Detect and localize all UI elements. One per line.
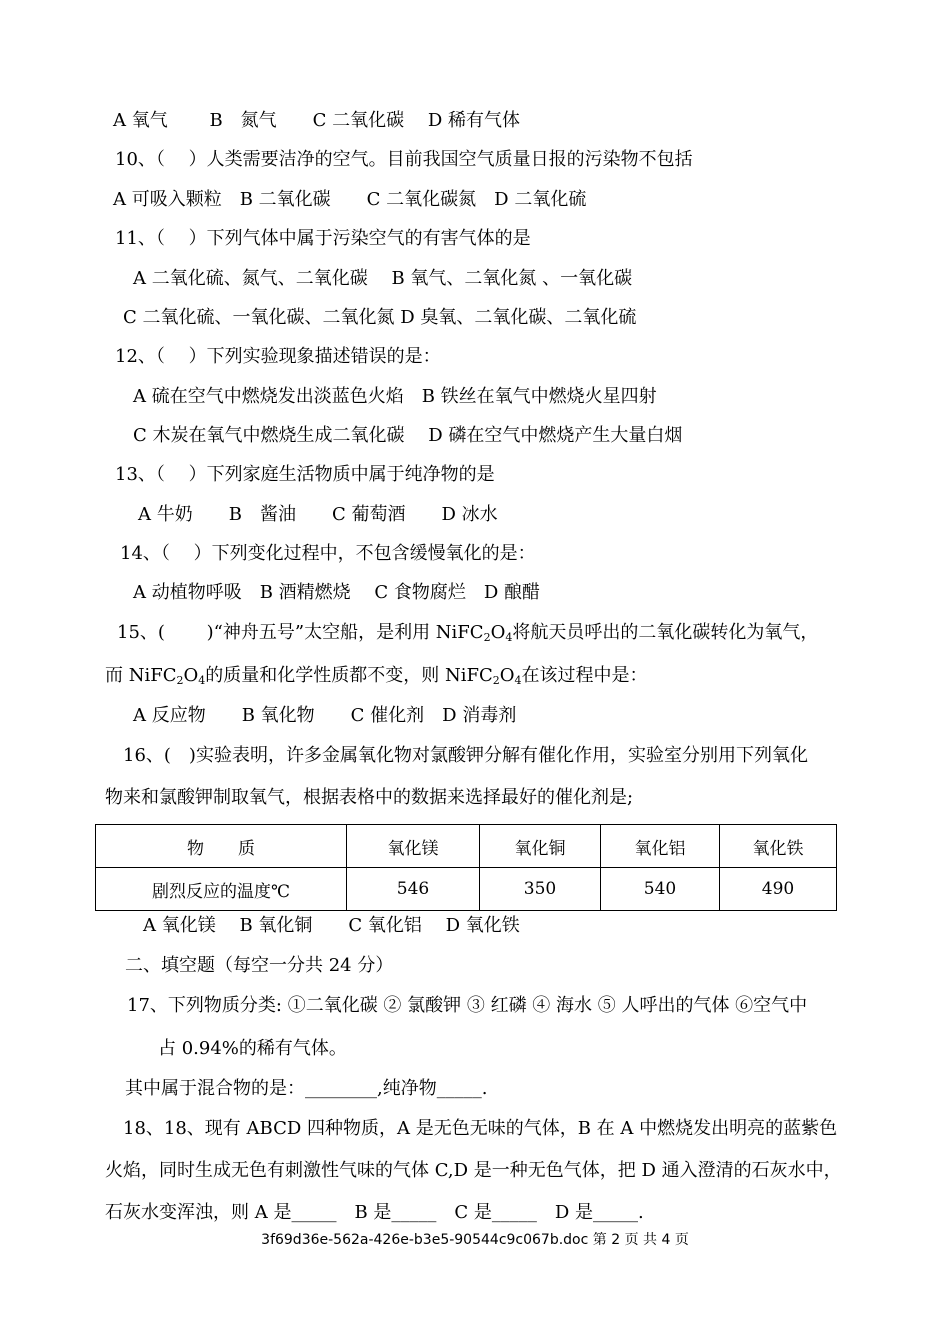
q17-question-line1: 17、下列物质分类: ①二氧化碳 ② 氯酸钾 ③ 红磷 ④ 海水 ⑤ 人呼出的气体 ⑥空气中 [127, 995, 808, 1016]
q14-options: A 动植物呼吸 B 酒精燃烧 C 食物腐烂 D 酿醋 [133, 582, 541, 603]
q10-options: A 可吸入颗粒 B 二氧化碳 C 二氧化碳氮 D 二氧化硫 [113, 189, 587, 210]
q16-question-line2: 物来和氯酸钾制取氧气，根据表格中的数据来选择最好的催化剂是; [105, 787, 634, 808]
q18-answer-blanks: 石灰水变浑浊，则 A 是_____ B 是_____ C 是_____ D 是_____. [105, 1202, 644, 1223]
table-header-row [96, 825, 837, 868]
table-cell: 物 质 [96, 825, 347, 868]
q13-options: A 牛奶 B 酱油 C 葡萄酒 D 冰水 [138, 504, 498, 525]
table-cell: 540 [601, 868, 720, 911]
q10-question: 10、（ ）人类需要洁净的空气。目前我国空气质量日报的污染物不包括 [115, 149, 693, 170]
q11-options-cd: C 二氧化硫、一氧化碳、二氧化氮 D 臭氧、二氧化碳、二氧化硫 [123, 307, 637, 328]
q15-question-line1: 15、( )“神舟五号”太空船，是利用 $NiFC_2O_4$将航天员呼出的二氧化碳转化为氧气， [117, 622, 819, 644]
q12-question: 12、（ ）下列实验现象描述错误的是： [115, 346, 441, 367]
table-cell: 350 [480, 868, 601, 911]
table-cell: 546 [347, 868, 480, 911]
section-heading: 二、填空题（每空一分共 24 分） [125, 955, 394, 976]
catalyst-table [95, 824, 837, 911]
table-cell: 490 [720, 868, 837, 911]
q18-question-line2: 火焰，同时生成无色有刺激性气味的气体 C,D 是一种无色气体，把 D 通入澄清的石灰水中， [105, 1160, 842, 1181]
q11-options-ab: A 二氧化硫、氮气、二氧化碳 B 氧气、二氧化氮 、一氧化碳 [133, 268, 633, 289]
q17-answer-blanks: 其中属于混合物的是：________,纯净物_____. [125, 1078, 488, 1099]
page-footer: 3f69d36e-562a-426e-b3e5-90544c9c067b.doc 第 2 页 共 4 页 [261, 1232, 689, 1248]
q16-options: A 氧化镁 B 氧化铜 C 氧化铝 D 氧化铁 [143, 915, 520, 936]
q17-question-line2: 占 0.94%的稀有气体。 [158, 1038, 347, 1059]
table-cell: 氧化铜 [480, 825, 601, 868]
q15-options: A 反应物 B 氧化物 C 催化剂 D 消毒剂 [133, 705, 517, 726]
table-cell: 氧化镁 [347, 825, 480, 868]
q18-question-line1: 18、18、现有 ABCD 四种物质，A 是无色无味的气体，B 在 A 中燃烧发出明亮的蓝紫色 [123, 1118, 838, 1139]
q16-question-line1: 16、( )实验表明，许多金属氧化物对氯酸钾分解有催化作用，实验室分别用下列氧化 [123, 745, 808, 766]
q11-question: 11、（ ）下列气体中属于污染空气的有害气体的是 [115, 228, 531, 249]
q9-options: A 氧气 B 氮气 C 二氧化碳 D 稀有气体 [113, 110, 521, 131]
q12-options-cd: C 木炭在氧气中燃烧生成二氧化碳 D 磷在空气中燃烧产生大量白烟 [133, 425, 683, 446]
q13-question: 13、（ ）下列家庭生活物质中属于纯净物的是 [115, 464, 495, 485]
table-cell: 剧烈反应的温度℃ [96, 868, 347, 911]
q14-question: 14、（ ）下列变化过程中，不包含缓慢氧化的是： [120, 543, 536, 564]
q12-options-ab: A 硫在空气中燃烧发出淡蓝色火焰 B 铁丝在氧气中燃烧火星四射 [133, 386, 657, 407]
table-row [96, 868, 837, 911]
q15-question-line2: 而 $NiFC_2O_4$的质量和化学性质都不变，则 $NiFC_2O_4$在该过程中是： [105, 665, 648, 687]
table-cell: 氧化铁 [720, 825, 837, 868]
table-cell: 氧化铝 [601, 825, 720, 868]
